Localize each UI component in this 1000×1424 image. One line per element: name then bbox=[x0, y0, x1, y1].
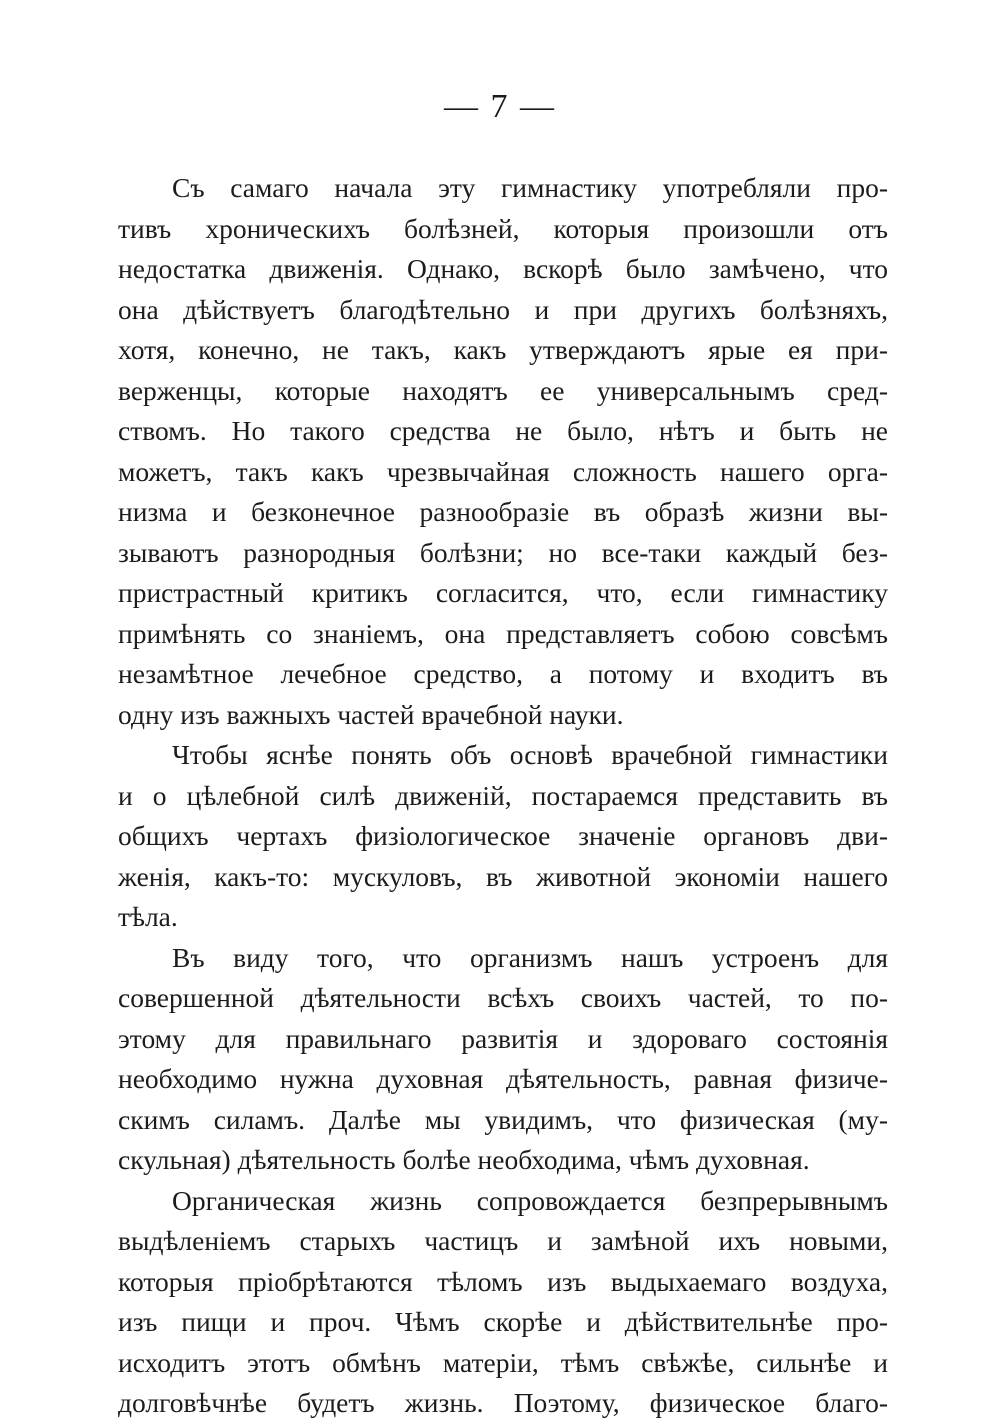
paragraph bbox=[118, 168, 888, 735]
text-line: пристрастный критикъ согласится, что, если гимнастику bbox=[118, 577, 888, 608]
text-line: тивъ хроническихъ болѣзней, которыя произошли отъ bbox=[118, 212, 888, 244]
text-line: недостатка движенія. Однако, вскорѣ было замѣчено, что bbox=[118, 253, 888, 284]
text-line: скульная) дѣятельность болѣе необходима, чѣмъ духовная. bbox=[118, 1144, 810, 1175]
text-line: изъ пищи и проч. Чѣмъ скорѣе и дѣйствительнѣе про- bbox=[118, 1306, 888, 1337]
text-line: которыя пріобрѣтаются тѣломъ изъ выдыхаемаго воздуха, bbox=[118, 1265, 888, 1297]
text-line: хотя, конечно, не такъ, какъ утверждаютъ ярые ея при- bbox=[118, 334, 888, 365]
text-line: исходитъ этотъ обмѣнъ матеріи, тѣмъ свѣжѣе, сильнѣе и bbox=[118, 1346, 888, 1378]
text-line: она дѣйствуетъ благодѣтельно и при другихъ болѣзняхъ, bbox=[118, 293, 888, 325]
text-line: выдѣленіемъ старыхъ частицъ и замѣной ихъ новыми, bbox=[118, 1225, 888, 1256]
text-line: ствомъ. Но такого средства не было, нѣтъ и быть не bbox=[118, 415, 888, 446]
text-line: Съ самаго начала эту гимнастику употребляли про- bbox=[172, 172, 888, 203]
text-line: незамѣтное лечебное средство, а потому и входитъ въ bbox=[118, 658, 888, 689]
text-line: низма и безконечное разнообразіе въ образѣ жизни вы- bbox=[118, 496, 888, 527]
paragraph bbox=[118, 1181, 888, 1424]
text-line: Въ виду того, что организмъ нашъ устроенъ для bbox=[172, 941, 888, 973]
text-line: и о цѣлебной силѣ движеній, постараемся представить въ bbox=[118, 779, 888, 811]
text-line: необходимо нужна духовная дѣятельность, равная физиче- bbox=[118, 1063, 888, 1094]
page-number: — 7 — bbox=[444, 88, 556, 125]
text-line: зываютъ разнородныя болѣзни; но все-таки каждый без- bbox=[118, 536, 888, 568]
text-line: скимъ силамъ. Далѣе мы увидимъ, что физическая (му- bbox=[118, 1103, 888, 1135]
text-line: примѣнять со знаніемъ, она представляетъ собою совсѣмъ bbox=[118, 617, 888, 649]
text-line: можетъ, такъ какъ чрезвычайная сложность нашего орга- bbox=[118, 455, 888, 487]
body-text bbox=[118, 168, 888, 1424]
text-line: долговѣчнѣе будетъ жизнь. Поэтому, физическое благо- bbox=[118, 1387, 888, 1418]
text-line: общихъ чертахъ физіологическое значеніе органовъ дви- bbox=[118, 820, 888, 851]
text-line: верженцы, которые находятъ ее универсальнымъ сред- bbox=[118, 374, 888, 406]
text-line: женія, какъ-то: мускуловъ, въ животной экономіи нашего bbox=[118, 860, 888, 892]
paragraph bbox=[118, 735, 888, 938]
text-line: Органическая жизнь сопровождается безпрерывнымъ bbox=[172, 1184, 888, 1216]
paragraph bbox=[118, 938, 888, 1181]
text-line: Чтобы яснѣе понять объ основѣ врачебной гимнастики bbox=[172, 739, 888, 770]
text-line: тѣла. bbox=[118, 901, 178, 932]
text-line: совершенной дѣятельности всѣхъ своихъ частей, то по- bbox=[118, 982, 888, 1013]
text-line: одну изъ важныхъ частей врачебной науки. bbox=[118, 698, 624, 730]
text-line: этому для правильнаго развитія и здороваго состоянія bbox=[118, 1022, 888, 1054]
